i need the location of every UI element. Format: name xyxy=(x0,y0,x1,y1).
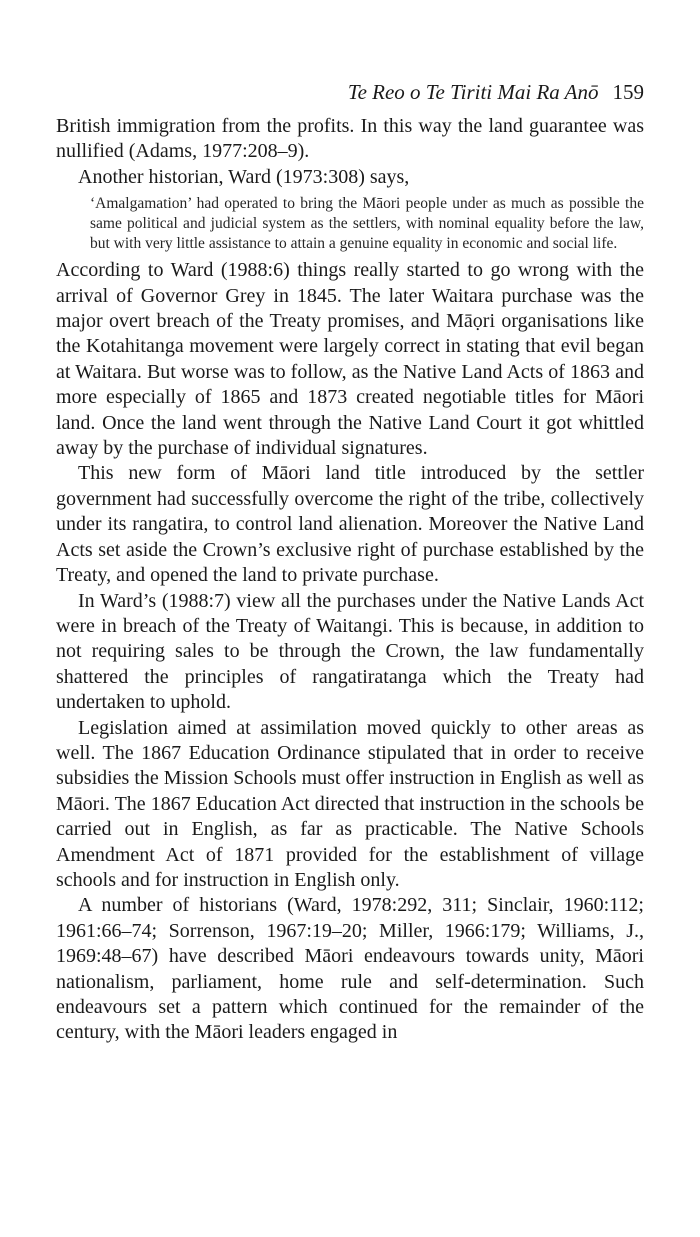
paragraph-6: Legislation aimed at assimilation moved quickly to other areas as well. The 1867 Education Ordinance stipulated that in order to receive subsidies the Mission Schools must offer instruction in English as well as Māori. The 1867 Education Act directed that instruction in the schools be carried out in English, as far as practicable. The Native Schools Amendment Act of 1871 provided for the establishment of village schools and for instruction in English only. xyxy=(56,716,644,891)
paragraph-4: This new form of Māori land title introduced by the settler government had successfully overcome the right of the tribe, collectively under its rangatira, to control land alienation. Moreover the Native Land Acts set aside the Crown’s exclusive right of purchase established by the Treaty, and opened the land to private purchase. xyxy=(56,462,644,587)
running-head-title: Te Reo o Te Tiriti Mai Ra Anō xyxy=(347,80,599,104)
block-quote-text: ‘Amalgamation’ had operated to bring the Māori people under as much as possible the same political and judicial system as the settlers, with nominal equality before the law, but with very little assistance to attain a genuine equality in economic and social life. xyxy=(90,195,644,253)
running-head xyxy=(348,80,644,104)
paragraph-1: British immigration from the profits. In this way the land guarantee was nullified (Adams, 1977:208–9). xyxy=(56,115,644,163)
paragraph-2: Another historian, Ward (1973:308) says, xyxy=(78,165,410,188)
paragraph-3: According to Ward (1988:6) things really started to go wrong with the arrival of Governor Grey in 1845. The later Waitara purchase was the major overt breach of the Treaty promises, and Māọri organisations like the Kotahitanga movement were largely correct in stating that evil began at Waitara. But worse was to follow, as the Native Land Acts of 1863 and more especially of 1865 and 1873 created negotiable titles for Māori land. Once the land went through the Native Land Court it got whittled away by the purchase of individual signatures. xyxy=(56,259,644,460)
block-quote xyxy=(90,194,644,254)
body-text xyxy=(56,114,644,1046)
page-number: 159 xyxy=(612,80,644,104)
paragraph-5: In Ward’s (1988:7) view all the purchases under the Native Lands Act were in breach of the Treaty of Waitangi. This is because, in addition to not requiring sales to be through the Crown, the law fundamentally shattered the principles of rangatiratanga which the Treaty had undertaken to uphold. xyxy=(56,589,644,714)
paragraph-7: A number of historians (Ward, 1978:292, 311; Sinclair, 1960:112; 1961:66–74; Sorrenson, 1967:19–20; Miller, 1966:179; Williams, J., 1969:48–67) have described Māori endeavours towards unity, Māori nationalism, parliament, home rule and self-determination. Such endeavours set a pattern which continued for the remainder of the century, with the Māori leaders engaged in xyxy=(56,894,644,1044)
